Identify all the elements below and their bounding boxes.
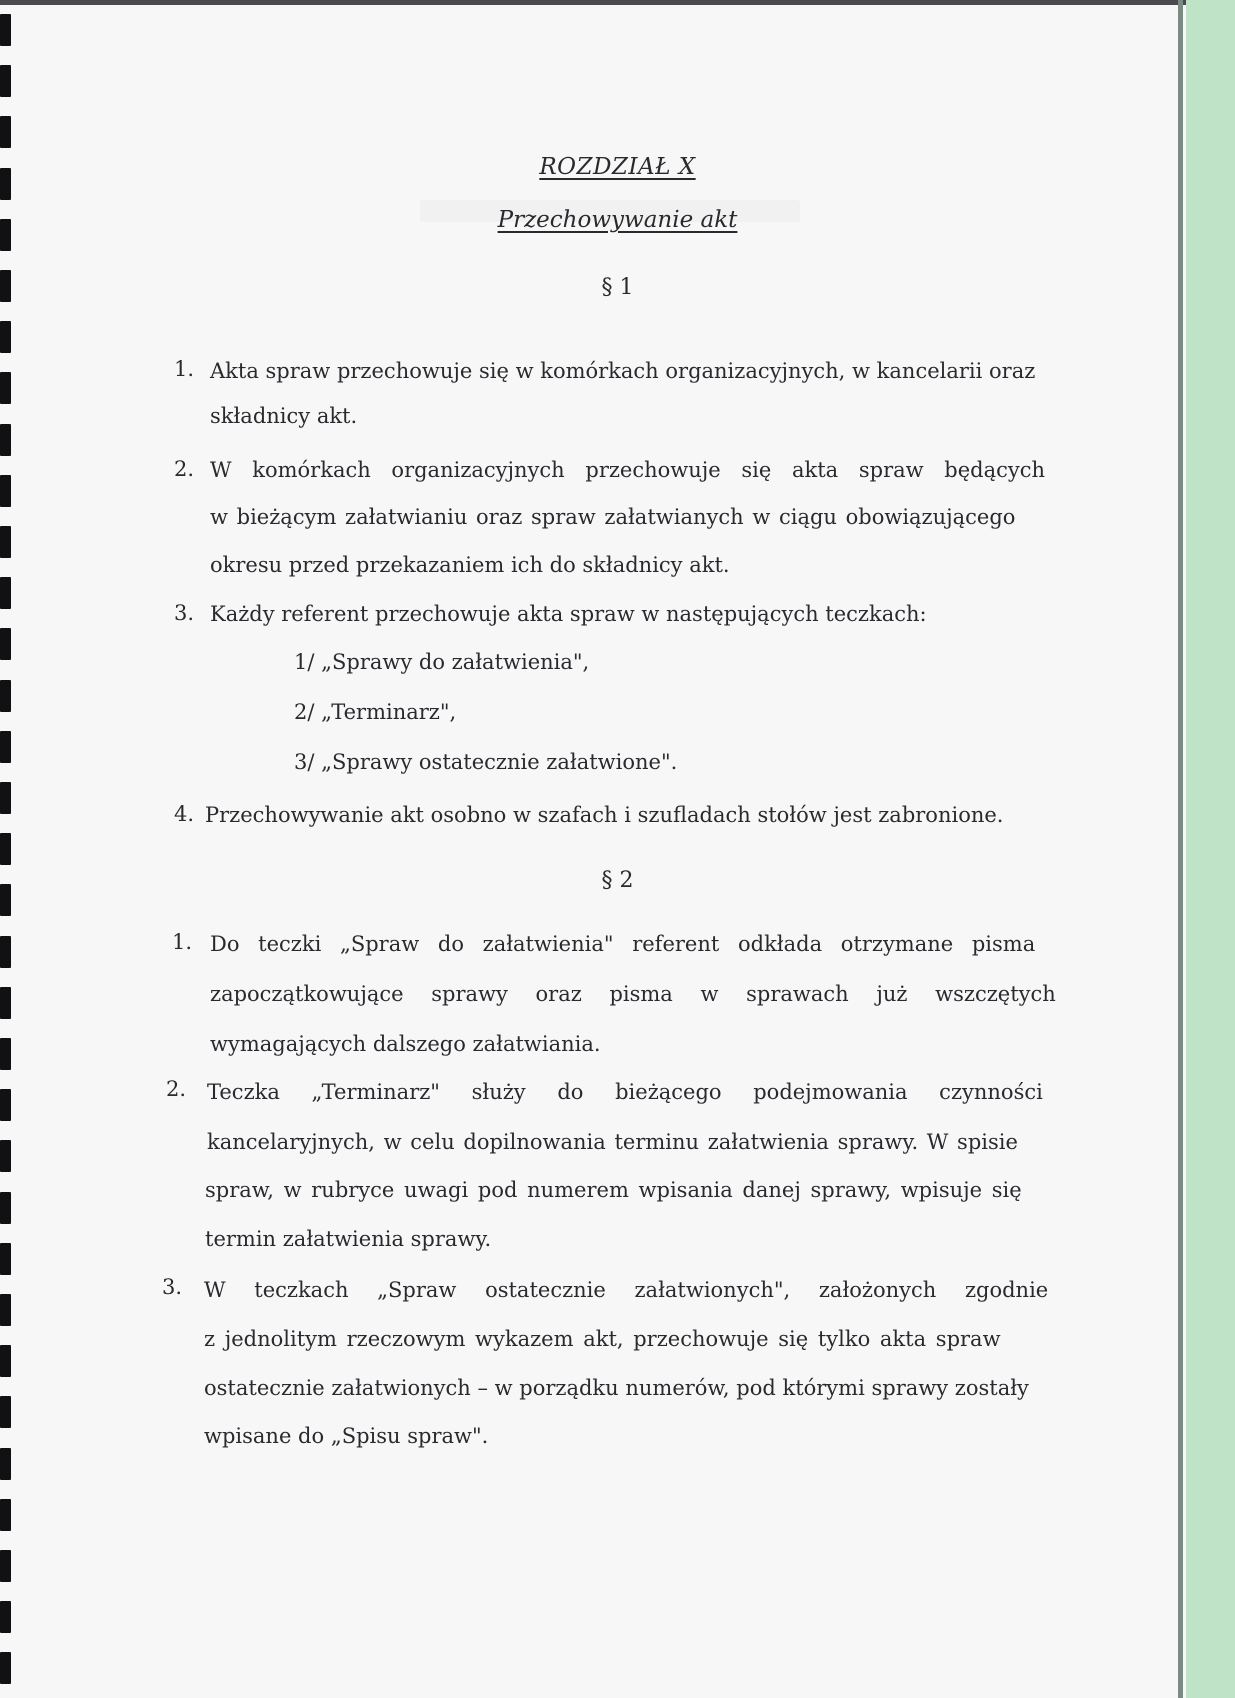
item-line: Teczka „Terminarz" służy do bieżącego podejmowania czynności xyxy=(207,1080,1043,1104)
item-number: 2. xyxy=(174,457,195,481)
sub-item: 3/ „Sprawy ostatecznie załatwione". xyxy=(294,750,678,774)
item-line: Do teczki „Spraw do załatwienia" referent odkłada otrzymane pisma xyxy=(210,932,1036,956)
binding-hole xyxy=(0,782,11,814)
section-2-mark: § 2 xyxy=(601,868,634,893)
item-line: termin załatwienia sprawy. xyxy=(205,1227,492,1251)
binding-hole xyxy=(0,731,11,763)
page-right-edge xyxy=(1178,0,1183,1698)
item-line: W komórkach organizacyjnych przechowuje się akta spraw będących xyxy=(210,458,1046,482)
sub-item: 2/ „Terminarz", xyxy=(294,700,457,724)
binding-hole xyxy=(0,1550,11,1582)
item-number: 4. xyxy=(174,802,195,826)
item-line: W teczkach „Spraw ostatecznie załatwionych", założonych zgodnie xyxy=(204,1278,1049,1302)
binding-hole xyxy=(0,65,11,97)
item-line: składnicy akt. xyxy=(210,404,358,428)
binding-hole xyxy=(0,936,11,968)
binding-hole xyxy=(0,1601,11,1633)
binding-hole xyxy=(0,1038,11,1070)
item-line: w bieżącym załatwianiu oraz spraw załatwianych w ciągu obowiązującego xyxy=(210,505,1016,529)
binding-hole xyxy=(0,1192,11,1224)
binding-hole xyxy=(0,1089,11,1121)
binding-hole xyxy=(0,1345,11,1377)
binding-hole xyxy=(0,577,11,609)
page-top-edge xyxy=(0,0,1190,5)
item-number: 3. xyxy=(162,1275,183,1299)
binding-hole xyxy=(0,526,11,558)
section-1-mark: § 1 xyxy=(601,275,634,300)
binding-hole xyxy=(0,987,11,1019)
binding-hole xyxy=(0,424,11,456)
item-line: Przechowywanie akt osobno w szafach i szufladach stołów jest zabronione. xyxy=(205,803,1004,827)
item-number: 2. xyxy=(166,1077,187,1101)
binding-hole xyxy=(0,475,11,507)
item-line: zapoczątkowujące sprawy oraz pisma w sprawach już wszczętych xyxy=(210,982,1056,1006)
item-number: 1. xyxy=(174,357,195,381)
item-line: Akta spraw przechowuje się w komórkach organizacyjnych, w kancelarii oraz xyxy=(210,359,1036,383)
item-line: wpisane do „Spisu spraw". xyxy=(204,1424,489,1448)
item-line: okresu przed przekazaniem ich do składnicy akt. xyxy=(210,553,730,577)
binding-hole xyxy=(0,321,11,353)
green-backing-sheet xyxy=(1186,0,1235,1698)
item-line: spraw, w rubryce uwagi pod numerem wpisania danej sprawy, wpisuje się xyxy=(205,1178,1022,1202)
binding-hole xyxy=(0,1652,11,1684)
sub-item: 1/ „Sprawy do załatwienia", xyxy=(294,650,590,674)
item-number: 3. xyxy=(174,601,195,625)
item-number: 1. xyxy=(172,930,193,954)
binding-hole xyxy=(0,680,11,712)
chapter-subtitle: Przechowywanie akt xyxy=(497,207,738,233)
spiral-binding xyxy=(0,0,14,1698)
binding-hole xyxy=(0,1140,11,1172)
binding-hole xyxy=(0,1396,11,1428)
binding-hole xyxy=(0,1448,11,1480)
item-line: z jednolitym rzeczowym wykazem akt, przechowuje się tylko akta spraw xyxy=(204,1327,1001,1351)
binding-hole xyxy=(0,372,11,404)
binding-hole xyxy=(0,14,11,46)
item-line: kancelaryjnych, w celu dopilnowania terminu załatwienia sprawy. W spisie xyxy=(207,1130,1018,1154)
item-line: Każdy referent przechowuje akta spraw w następujących teczkach: xyxy=(210,602,927,626)
binding-hole xyxy=(0,1294,11,1326)
binding-hole xyxy=(0,116,11,148)
item-line: wymagających dalszego załatwiania. xyxy=(210,1032,601,1056)
chapter-title: ROZDZIAŁ X xyxy=(539,154,696,180)
item-line: ostatecznie załatwionych – w porządku numerów, pod którymi sprawy zostały xyxy=(204,1376,1029,1400)
binding-hole xyxy=(0,1243,11,1275)
binding-hole xyxy=(0,1499,11,1531)
binding-hole xyxy=(0,833,11,865)
binding-hole xyxy=(0,628,11,660)
